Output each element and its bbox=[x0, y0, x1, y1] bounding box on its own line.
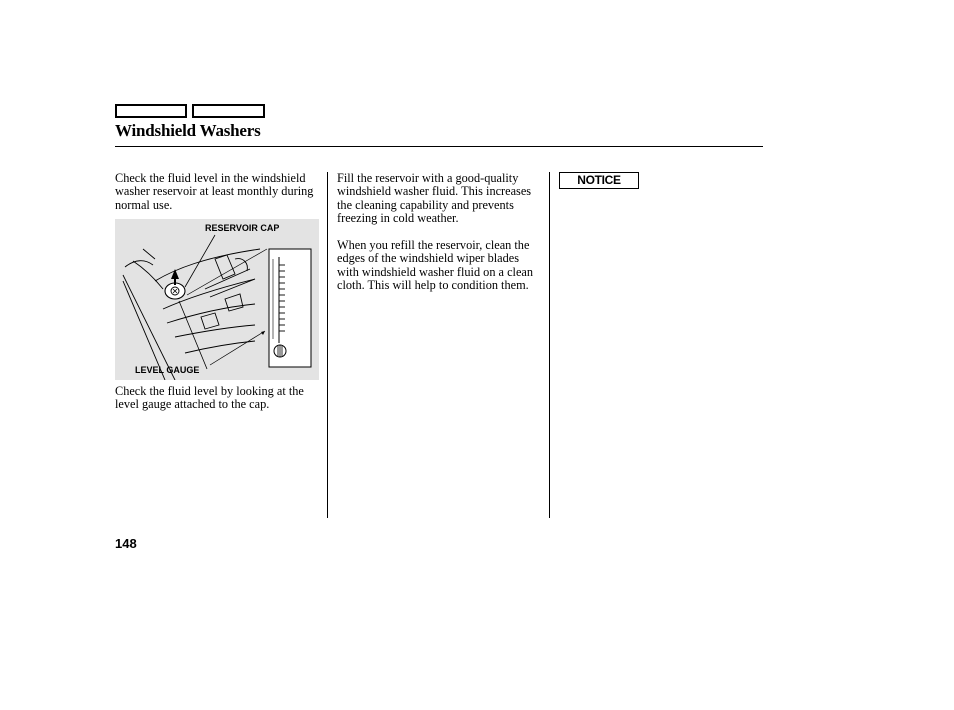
fill-paragraph: Fill the reservoir with a good-quality windshield washer fluid. This increases the cleaning capability and prevents freezing in cold weather. bbox=[337, 171, 532, 226]
refill-paragraph: When you refill the reservoir, clean the edges of the windshield wiper blades with windshield washer fluid on a clean cloth. This will help to condition them. bbox=[337, 238, 534, 293]
notice-badge: NOTICE bbox=[559, 172, 639, 189]
page-title: Windshield Washers bbox=[115, 121, 261, 140]
lift-arrow-icon bbox=[171, 269, 179, 285]
column-divider-1 bbox=[327, 172, 328, 518]
reservoir-cap-label: RESERVOIR CAP bbox=[205, 223, 280, 233]
title-rule bbox=[115, 146, 763, 147]
page-number: 148 bbox=[115, 536, 137, 551]
column-divider-2 bbox=[549, 172, 550, 518]
gauge-paragraph: Check the fluid level by looking at the level gauge attached to the cap. bbox=[115, 384, 304, 412]
header-tab-left bbox=[115, 104, 187, 118]
level-gauge-label: LEVEL GAUGE bbox=[135, 365, 200, 375]
engine-bay-drawing bbox=[115, 219, 319, 380]
intro-paragraph: Check the fluid level in the windshield washer reservoir at least monthly during normal use. bbox=[115, 171, 314, 212]
reservoir-illustration bbox=[115, 219, 319, 380]
header-tab-right bbox=[192, 104, 265, 118]
